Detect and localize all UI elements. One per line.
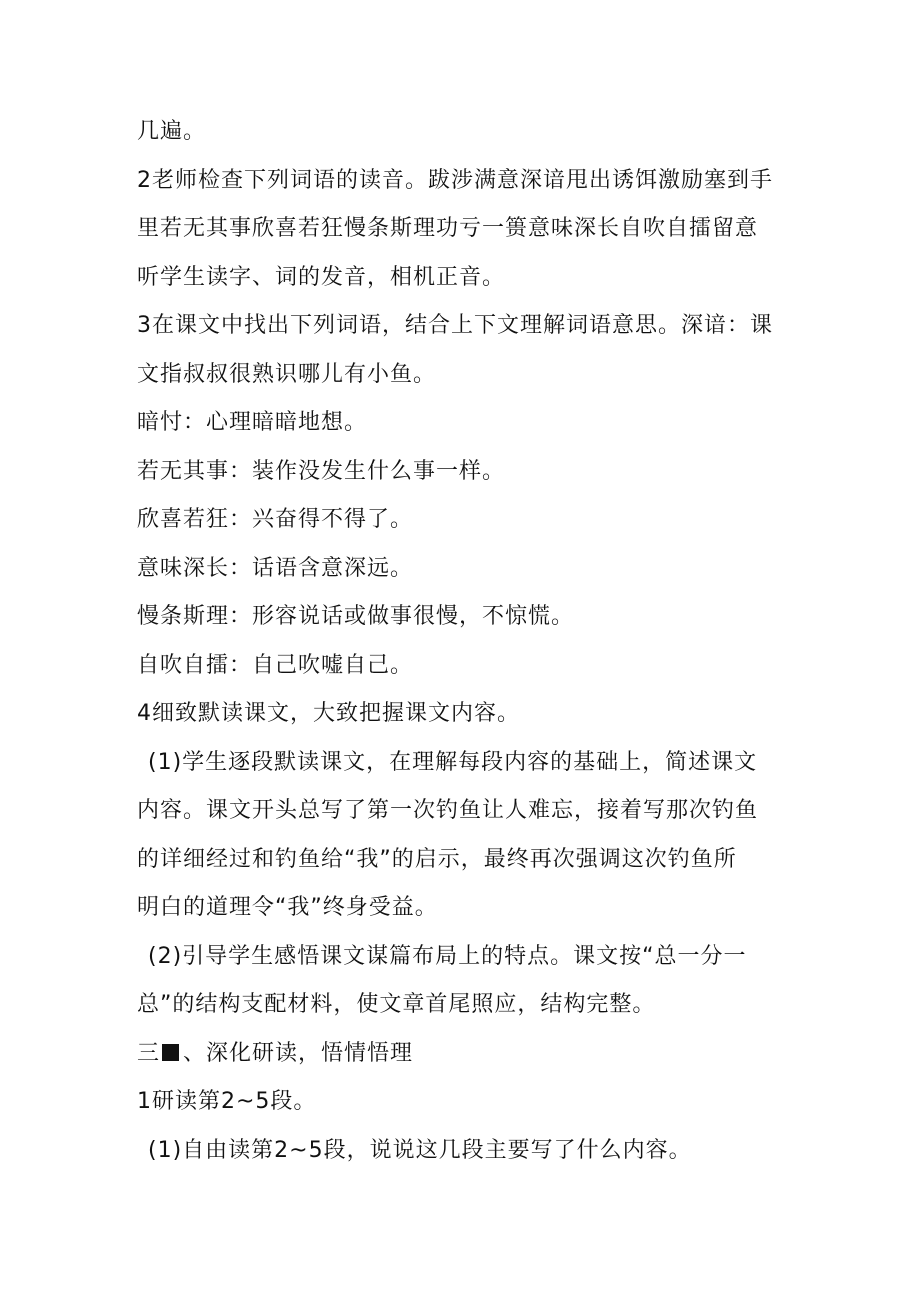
section-heading [137, 1030, 787, 1079]
text-line: 慢条斯理：形容说话或做事很慢，不惊慌。 [137, 604, 575, 629]
heading-number: 三 [137, 1040, 161, 1066]
text-line: 4细致默读课文，大致把握课文内容。 [137, 701, 520, 726]
text-line: 总”的结构支配材料，使文章首尾照应，结构完整。 [137, 992, 656, 1017]
text-line: 暗忖：心理暗暗地想。 [137, 410, 368, 435]
text-line: 文指叔叔很熟识哪儿有小鱼。 [137, 361, 437, 387]
text-line: 听学生读字、词的发音，相机正音。 [137, 264, 506, 290]
text-line: 内容。课文开头总写了第一次钓鱼让人难忘，接着写那次钓鱼 [137, 798, 759, 823]
document-body [137, 108, 787, 1175]
text-line: 明白的道理令“我”终身受益。 [137, 895, 438, 920]
text-line: 1研读第2~5段。 [137, 1089, 317, 1114]
text-line: (1)学生逐段默读课文，在理解每段内容的基础上，简述课文 [148, 749, 758, 775]
text-line: 里若无其事欣喜若狂慢条斯理功亏一篑意味深长自吹自擂留意 [137, 216, 759, 241]
heading-text: 、深化研读，悟情悟理 [183, 1040, 414, 1066]
text-line: (1)自由读第2~5段，说说这几段主要写了什么内容。 [148, 1137, 692, 1163]
text-line: 若无其事：装作没发生什么事一样。 [137, 458, 506, 484]
black-square-icon [162, 1044, 179, 1061]
text-line: 的详细经过和钓鱼给“我”的启示，最终再次强调这次钓鱼所 [137, 846, 737, 872]
text-line: 欣喜若狂：兴奋得不得了。 [137, 507, 414, 532]
text-line: 3在课文中找出下列词语，结合上下文理解词语意思。深谙：课 [137, 313, 773, 338]
text-line: 2老师检查下列词语的读音。跋涉满意深谙甩出诱饵激励塞到手 [137, 167, 773, 193]
text-line: (2)引导学生感悟课文谋篇布局上的特点。课文按“总一分一 [148, 943, 747, 969]
text-line: 意味深长：话语含意深远。 [137, 555, 414, 581]
text-line: 自吹自擂：自己吹嘘自己。 [137, 652, 414, 678]
text-line: 几遍。 [137, 119, 207, 144]
